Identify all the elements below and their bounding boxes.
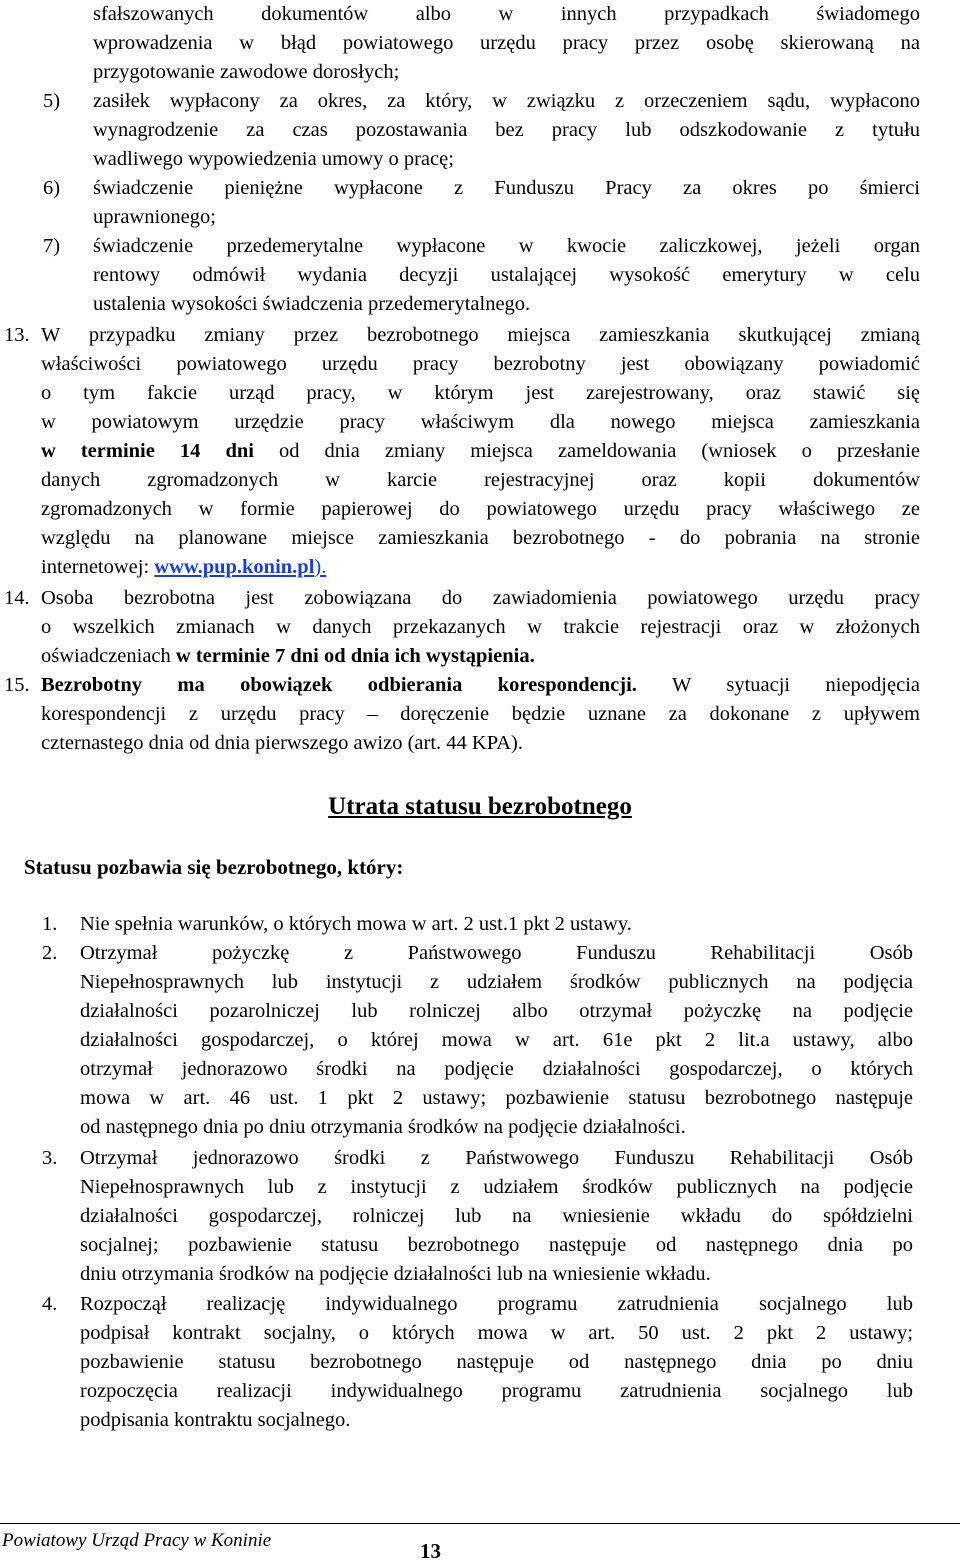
text-line: od następnego dnia po dniu otrzymania środków na podjęcie działalności.	[80, 1116, 686, 1138]
text-run: W sytuacji niepodjęcia	[636, 674, 920, 696]
list-number: 5)	[43, 90, 61, 112]
text-line	[41, 437, 920, 465]
paragraph-number: 13.	[4, 324, 30, 346]
text-line: zasiłek wypłacony za okres, za który, w związku z orzeczeniem sądu, wypłacono	[93, 90, 920, 112]
list-number: 1.	[42, 913, 58, 935]
text-line: Rozpoczął realizację indywidualnego programu zatrudnienia socjalnego lub	[80, 1293, 913, 1315]
text-line: rozpoczęcia realizacji indywidualnego programu zatrudnienia socjalnego lub	[80, 1380, 913, 1402]
text-line: dniu otrzymania środków na podjęcie działalności lub na wniesienie wkładu.	[80, 1263, 711, 1285]
text-line: podpisał kontrakt socjalny, o których mowa w art. 50 ust. 2 pkt 2 ustawy;	[80, 1322, 913, 1344]
footer-organization: Powiatowy Urząd Pracy w Koninie	[2, 1530, 272, 1551]
text-line: w powiatowym urzędzie pracy właściwym dla nowego miejsca zamieszkania	[41, 411, 920, 433]
paragraph-number: 15.	[4, 674, 30, 696]
list-number: 3.	[42, 1147, 58, 1169]
section-subtitle: Statusu pozbawia się bezrobotnego, który:	[24, 855, 404, 879]
text-line: rentowy odmówił wydania decyzji ustalającej wysokość emerytury w celu	[93, 264, 920, 286]
text-line: względu na planowane miejsce zamieszkania bezrobotnego - do pobrania na stronie	[41, 527, 920, 549]
text-line: pozbawienie statusu bezrobotnego następuje od następnego dnia po dniu	[80, 1351, 913, 1373]
list-number: 4.	[42, 1293, 58, 1315]
paragraph-number: 14.	[4, 587, 30, 609]
text-line: Niepełnosprawnych lub instytucji z udziałem środków publicznych na podjęcia	[80, 971, 913, 993]
text-line: zgromadzonych w formie papierowej do powiatowego urzędu pracy właściwego ze	[41, 498, 920, 520]
website-link[interactable]: www.pup.konin.pl	[154, 556, 315, 578]
text-line: wynagrodzenie za czas pozostawania bez pracy lub odszkodowanie z tytułu	[93, 119, 920, 141]
text-line: Osoba bezrobotna jest zobowiązana do zawiadomienia powiatowego urzędu pracy	[41, 587, 920, 609]
text-line: działalności pozarolniczej lub rolniczej albo otrzymał pożyczkę na podjęcie	[80, 1000, 913, 1022]
text-run: internetowej:	[41, 556, 155, 578]
text-line: właściwości powiatowego urzędu pracy bezrobotny jest obowiązany powiadomić	[41, 353, 920, 375]
link-suffix: ).	[314, 556, 327, 578]
text-line: Niepełnosprawnych lub z instytucji z udziałem środków publicznych na podjęcie	[80, 1176, 913, 1198]
text-line: Nie spełnia warunków, o których mowa w art. 2 ust.1 pkt 2 ustawy.	[80, 913, 632, 935]
text-line: ustalenia wysokości świadczenia przedemerytalnego.	[93, 293, 531, 315]
text-line	[41, 553, 326, 581]
text-line: danych zgromadzonych w karcie rejestracyjnej oraz kopii dokumentów	[41, 469, 920, 491]
text-line: działalności gospodarczej, o której mowa w art. 61e pkt 2 lit.a ustawy, albo	[80, 1029, 913, 1051]
text-run: oświadczeniach	[41, 645, 176, 667]
page-number: 13	[420, 1539, 441, 1563]
text-line: socjalnej; pozbawienie statusu bezrobotnego następuje od następnego dnia po	[80, 1234, 913, 1256]
text-line: czternastego dnia od dnia pierwszego awizo (art. 44 KPA).	[41, 732, 523, 754]
text-line: podpisania kontraktu socjalnego.	[80, 1409, 351, 1431]
bold-term: Bezrobotny ma obowiązek odbierania korespondencji.	[41, 674, 637, 696]
text-line: korespondencji z urzędu pracy – doręczenie będzie uznane za dokonane z upływem	[41, 703, 920, 725]
text-line: uprawnionego;	[93, 206, 216, 228]
bold-term: w terminie 14 dni	[41, 440, 254, 462]
text-line	[41, 642, 535, 670]
text-line: świadczenie przedemerytalne wypłacone w kwocie zaliczkowej, jeżeli organ	[93, 235, 920, 257]
footer-divider	[0, 1523, 960, 1524]
text-line: Otrzymał pożyczkę z Państwowego Funduszu Rehabilitacji Osób	[80, 942, 913, 964]
text-line: wadliwego wypowiedzenia umowy o pracę;	[93, 148, 454, 170]
text-line: o wszelkich zmianach w danych przekazanych w trakcie rejestracji oraz w złożonych	[41, 616, 920, 638]
section-title: Utrata statusu bezrobotnego	[328, 793, 632, 820]
text-line: wprowadzenia w błąd powiatowego urzędu pracy przez osobę skierowaną na	[93, 32, 920, 54]
text-line: przygotowanie zawodowe dorosłych;	[93, 61, 400, 83]
text-line	[41, 671, 920, 699]
text-line: świadczenie pieniężne wypłacone z Funduszu Pracy za okres po śmierci	[93, 177, 920, 199]
bold-term: w terminie 7 dni od dnia ich wystąpienia.	[175, 645, 535, 667]
list-number: 2.	[42, 942, 58, 964]
text-line: otrzymał jednorazowo środki na podjęcie działalności gospodarczej, o których	[80, 1058, 913, 1080]
text-line: mowa w art. 46 ust. 1 pkt 2 ustawy; pozbawienie statusu bezrobotnego następuje	[80, 1087, 913, 1109]
text-line: o tym fakcie urząd pracy, w którym jest zarejestrowany, oraz stawić się	[41, 382, 920, 404]
text-line: Otrzymał jednorazowo środki z Państwowego Funduszu Rehabilitacji Osób	[80, 1147, 913, 1169]
text-line: sfałszowanych dokumentów albo w innych przypadkach świadomego	[93, 3, 920, 25]
text-run: od dnia zmiany miejsca zameldowania (wniosek o przesłanie	[253, 440, 920, 462]
text-line: W przypadku zmiany przez bezrobotnego miejsca zamieszkania skutkującej zmianą	[41, 324, 920, 346]
list-number: 6)	[43, 177, 61, 199]
list-number: 7)	[43, 235, 61, 257]
text-line: działalności gospodarczej, rolniczej lub na wniesienie wkładu do spółdzielni	[80, 1205, 913, 1227]
